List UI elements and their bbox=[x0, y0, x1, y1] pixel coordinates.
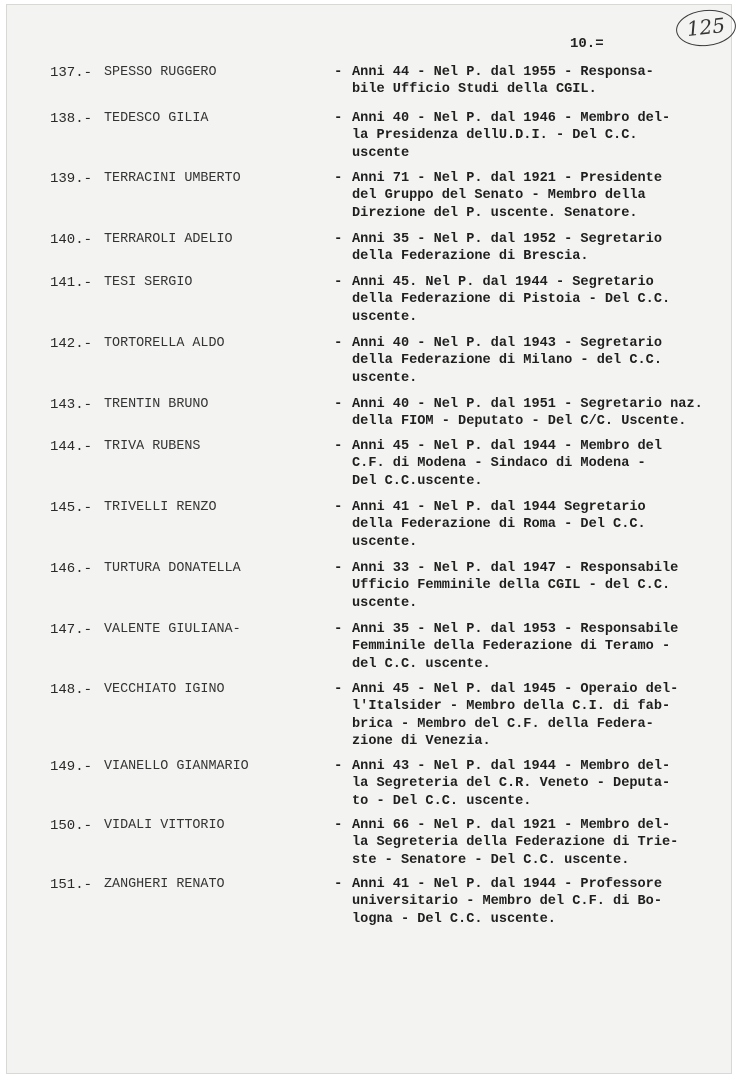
description-line: uscente. bbox=[352, 595, 418, 611]
entry-name: TEDESCO GILIA bbox=[104, 111, 209, 126]
description-line: uscente. bbox=[352, 534, 418, 550]
entry-name: TERRACINI UMBERTO bbox=[104, 171, 241, 186]
description-line: della Federazione di Brescia. bbox=[352, 249, 589, 265]
entry-number: 151.- bbox=[50, 877, 93, 893]
entry-description bbox=[352, 758, 724, 810]
entry-number: 145.- bbox=[50, 500, 93, 516]
entry-number: 141.- bbox=[50, 275, 93, 291]
entry-number: 138.- bbox=[50, 111, 93, 127]
description-line: Anni 40 - Nel P. dal 1951 - Segretario naz. bbox=[352, 397, 703, 412]
entry-description bbox=[352, 64, 724, 99]
entry-number: 149.- bbox=[50, 759, 93, 775]
entry-name: VIDALI VITTORIO bbox=[104, 818, 225, 833]
description-line: C.F. di Modena - Sindaco di Modena - bbox=[352, 456, 646, 472]
entry-description bbox=[352, 621, 724, 673]
description-line: la Segreteria del C.R. Veneto - Deputa- bbox=[352, 776, 671, 792]
entry-dash: - bbox=[334, 438, 343, 454]
entry-dash: - bbox=[334, 110, 343, 126]
description-line: universitario - Membro del C.F. di Bo- bbox=[352, 894, 662, 910]
entry-number: 140.- bbox=[50, 232, 93, 248]
entry-name: TRIVA RUBENS bbox=[104, 439, 201, 454]
entry-number: 144.- bbox=[50, 439, 93, 455]
entry-description bbox=[352, 560, 724, 612]
description-line: Femminile della Federazione di Teramo - bbox=[352, 639, 671, 655]
entry-name: TORTORELLA ALDO bbox=[104, 336, 225, 351]
description-line: Del C.C.uscente. bbox=[352, 473, 483, 489]
description-line: del C.C. uscente. bbox=[352, 656, 491, 672]
entry-dash: - bbox=[334, 817, 343, 833]
entry-dash: - bbox=[334, 170, 343, 186]
description-line: del Gruppo del Senato - Membro della bbox=[352, 188, 646, 204]
description-line: Anni 40 - Nel P. dal 1943 - Segretario bbox=[352, 336, 662, 351]
entry-name: TESI SERGIO bbox=[104, 275, 193, 290]
entry-name: SPESSO RUGGERO bbox=[104, 65, 217, 80]
entry-name: TURTURA DONATELLA bbox=[104, 561, 241, 576]
description-line: Anni 45. Nel P. dal 1944 - Segretario bbox=[352, 275, 654, 290]
entry-description bbox=[352, 817, 724, 869]
entry-dash: - bbox=[334, 681, 343, 697]
description-line: Anni 35 - Nel P. dal 1952 - Segretario bbox=[352, 232, 662, 247]
description-line: Anni 40 - Nel P. dal 1946 - Membro del- bbox=[352, 111, 671, 126]
description-line: uscente. bbox=[352, 370, 418, 386]
description-line: to - Del C.C. uscente. bbox=[352, 793, 532, 809]
entry-description bbox=[352, 876, 724, 928]
description-line: Anni 66 - Nel P. dal 1921 - Membro del- bbox=[352, 818, 671, 833]
entry-description bbox=[352, 438, 724, 490]
entry-name: VIANELLO GIANMARIO bbox=[104, 759, 249, 774]
entry-description bbox=[352, 231, 724, 266]
description-line: Anni 43 - Nel P. dal 1944 - Membro del- bbox=[352, 759, 671, 774]
description-line: della Federazione di Pistoia - Del C.C. bbox=[352, 292, 671, 308]
entry-description bbox=[352, 499, 724, 551]
entry-number: 148.- bbox=[50, 682, 93, 698]
entry-number: 146.- bbox=[50, 561, 93, 577]
entry-number: 142.- bbox=[50, 336, 93, 352]
entry-description bbox=[352, 396, 724, 431]
description-line: della FIOM - Deputato - Del C/C. Uscente. bbox=[352, 414, 687, 430]
entry-number: 139.- bbox=[50, 171, 93, 187]
description-line: bile Ufficio Studi della CGIL. bbox=[352, 82, 597, 98]
description-line: Anni 71 - Nel P. dal 1921 - Presidente bbox=[352, 171, 662, 186]
entry-description bbox=[352, 274, 724, 326]
description-line: la Segreteria della Federazione di Trie- bbox=[352, 835, 679, 851]
description-line: Anni 35 - Nel P. dal 1953 - Responsabile bbox=[352, 622, 679, 637]
entry-name: VALENTE GIULIANA- bbox=[104, 622, 241, 637]
entry-description bbox=[352, 170, 724, 222]
entry-dash: - bbox=[334, 396, 343, 412]
description-line: l'Italsider - Membro della C.I. di fab- bbox=[352, 699, 671, 715]
entry-dash: - bbox=[334, 560, 343, 576]
description-line: Ufficio Femminile della CGIL - del C.C. bbox=[352, 578, 671, 594]
entry-name: TRIVELLI RENZO bbox=[104, 500, 217, 515]
archive-stamp: 125 bbox=[674, 7, 737, 49]
description-line: uscente. bbox=[352, 309, 418, 325]
description-line: della Federazione di Roma - Del C.C. bbox=[352, 517, 646, 533]
description-line: della Federazione di Milano - del C.C. bbox=[352, 353, 662, 369]
entry-name: VECCHIATO IGINO bbox=[104, 682, 225, 697]
description-line: Anni 41 - Nel P. dal 1944 Segretario bbox=[352, 500, 646, 515]
description-line: Anni 44 - Nel P. dal 1955 - Responsa- bbox=[352, 65, 654, 80]
entry-dash: - bbox=[334, 231, 343, 247]
description-line: Anni 33 - Nel P. dal 1947 - Responsabile bbox=[352, 561, 679, 576]
description-line: Anni 41 - Nel P. dal 1944 - Professore bbox=[352, 877, 662, 892]
entry-name: TRENTIN BRUNO bbox=[104, 397, 209, 412]
entry-dash: - bbox=[334, 758, 343, 774]
entry-number: 147.- bbox=[50, 622, 93, 638]
entry-description bbox=[352, 681, 724, 751]
entry-name: ZANGHERI RENATO bbox=[104, 877, 225, 892]
entry-description bbox=[352, 335, 724, 387]
description-line: Anni 45 - Nel P. dal 1944 - Membro del bbox=[352, 439, 662, 454]
entry-number: 143.- bbox=[50, 397, 93, 413]
description-line: ste - Senatore - Del C.C. uscente. bbox=[352, 852, 630, 868]
page-number: 10.= bbox=[570, 36, 604, 52]
entry-dash: - bbox=[334, 499, 343, 515]
entry-dash: - bbox=[334, 876, 343, 892]
description-line: uscente bbox=[352, 145, 410, 161]
description-line: Direzione del P. uscente. Senatore. bbox=[352, 205, 638, 221]
entry-number: 137.- bbox=[50, 65, 93, 81]
description-line: zione di Venezia. bbox=[352, 734, 491, 750]
description-line: brica - Membro del C.F. della Federa- bbox=[352, 716, 654, 732]
description-line: logna - Del C.C. uscente. bbox=[352, 911, 556, 927]
description-line: Anni 45 - Nel P. dal 1945 - Operaio del- bbox=[352, 682, 679, 697]
entry-dash: - bbox=[334, 335, 343, 351]
entry-description bbox=[352, 110, 724, 162]
entry-dash: - bbox=[334, 274, 343, 290]
description-line: la Presidenza dellU.D.I. - Del C.C. bbox=[352, 128, 638, 144]
entry-name: TERRAROLI ADELIO bbox=[104, 232, 233, 247]
entry-number: 150.- bbox=[50, 818, 93, 834]
entry-dash: - bbox=[334, 64, 343, 80]
entry-dash: - bbox=[334, 621, 343, 637]
